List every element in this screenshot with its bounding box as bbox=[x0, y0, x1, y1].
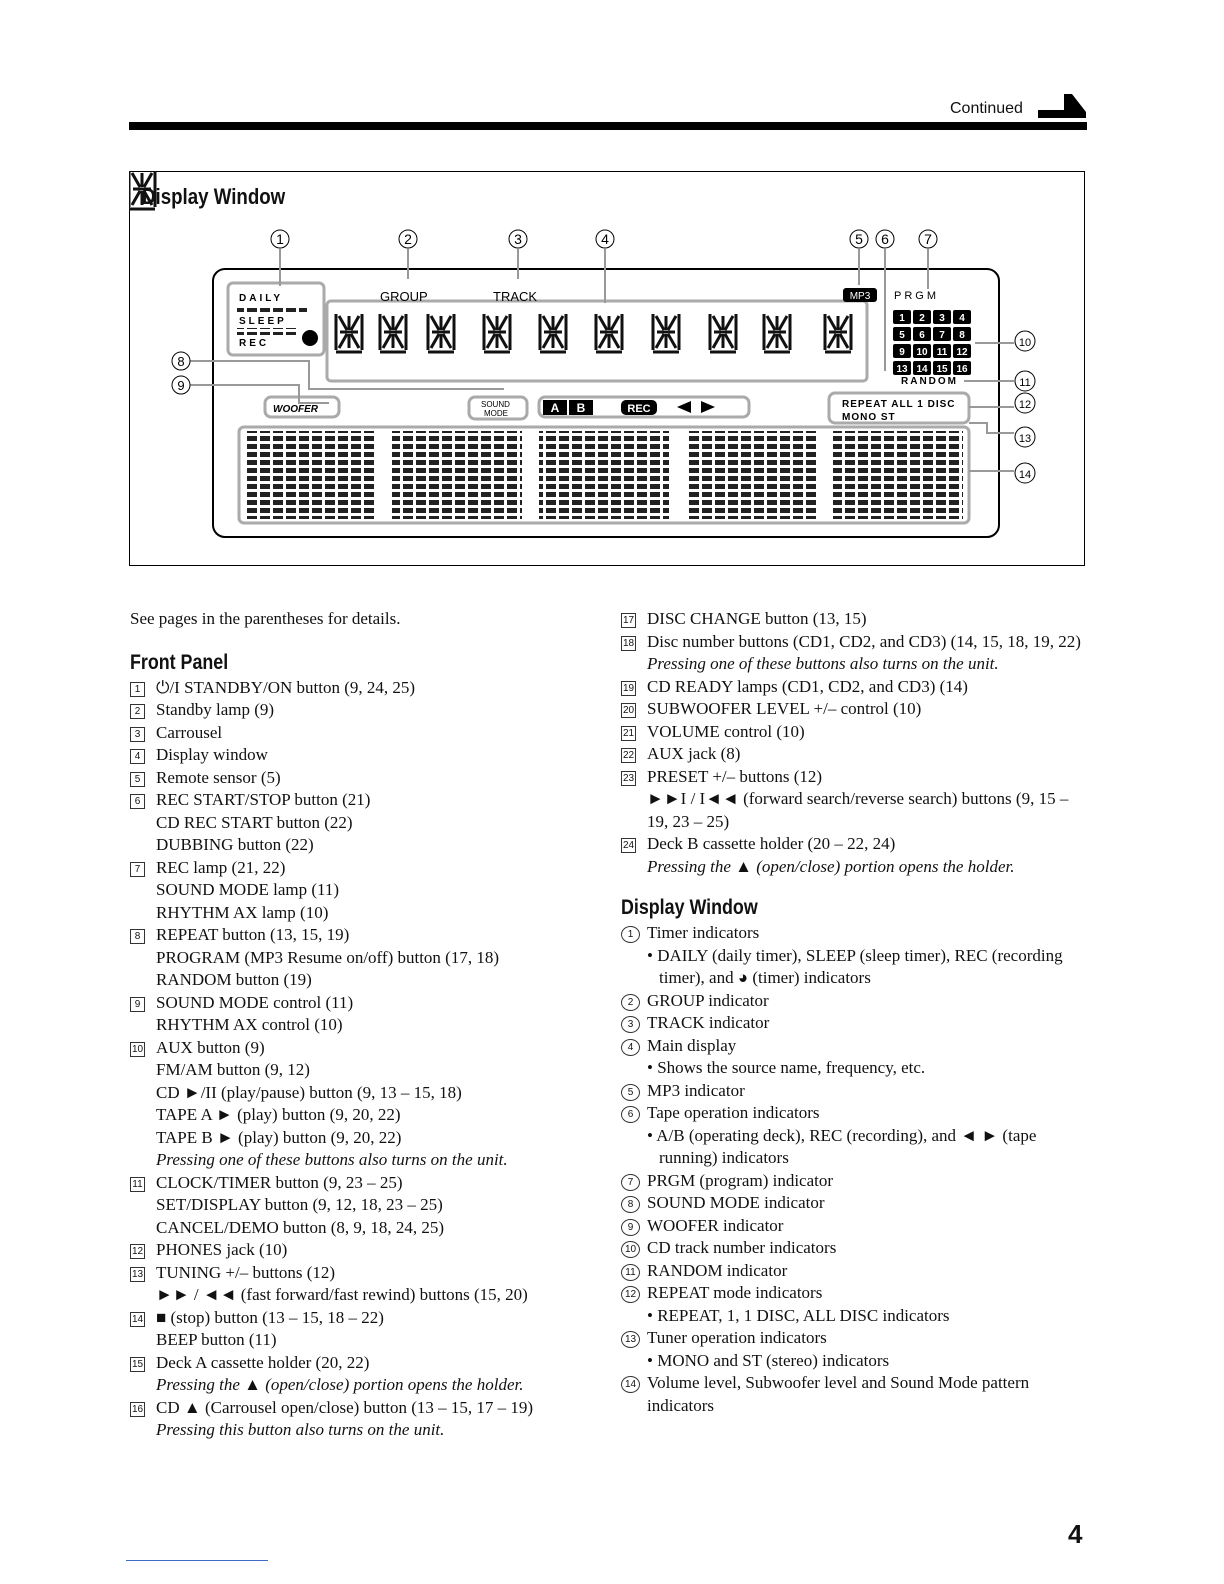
item-number-box: 4 bbox=[130, 749, 145, 764]
item-text: VOLUME control (10) bbox=[647, 721, 805, 741]
item-number bbox=[130, 812, 156, 835]
item-text: RANDOM button (19) bbox=[156, 970, 312, 989]
front-panel-item bbox=[130, 1262, 592, 1285]
item-text: AUX jack (8) bbox=[647, 744, 741, 763]
group-label: GROUP bbox=[380, 289, 428, 304]
item-number-box: 8 bbox=[130, 929, 145, 944]
item-text: Deck A cassette holder (20, 22) bbox=[156, 1352, 370, 1372]
item-text: MP3 indicator bbox=[647, 1080, 745, 1100]
item-number bbox=[130, 1037, 156, 1060]
rec-label: REC bbox=[239, 338, 270, 349]
item-text: Standby lamp (9) bbox=[156, 700, 275, 719]
item-bullet: • A/B (operating deck), REC (recording), and ◄ ► (tape running) indicators bbox=[647, 1125, 1037, 1167]
front-panel-item bbox=[621, 698, 1091, 721]
item-number bbox=[621, 833, 647, 856]
item-number bbox=[621, 1372, 647, 1417]
item-number-box: 1 bbox=[130, 682, 145, 697]
item-number bbox=[621, 766, 647, 789]
callout-11: 11 bbox=[1019, 377, 1031, 389]
item-number bbox=[621, 1035, 647, 1058]
item-text: Timer indicators bbox=[647, 923, 760, 942]
display-window-item bbox=[621, 1080, 1091, 1103]
item-bullet-text: REPEAT, 1, 1 DISC, ALL DISC indicators bbox=[657, 1305, 950, 1325]
item-text: TAPE B ► (play) button (9, 20, 22) bbox=[156, 1127, 402, 1147]
item-number bbox=[621, 1327, 647, 1350]
front-panel-item bbox=[130, 1217, 592, 1240]
track-label: TRACK bbox=[493, 289, 538, 304]
item-number bbox=[130, 744, 156, 767]
tape-reverse-icon bbox=[677, 401, 691, 413]
item-text: SOUND MODE control (11) bbox=[156, 992, 354, 1012]
item-text: RANDOM indicator bbox=[647, 1260, 788, 1280]
item-text: Carrousel bbox=[156, 722, 223, 742]
callout-4: 4 bbox=[601, 231, 609, 247]
item-number-box: 13 bbox=[132, 1268, 144, 1280]
svg-text:7: 7 bbox=[939, 330, 945, 341]
item-text: REC lamp (21, 22) bbox=[156, 857, 286, 877]
item-bullet: • Shows the source name, frequency, etc. bbox=[647, 1058, 926, 1077]
item-number bbox=[130, 677, 156, 700]
item-number-box: 11 bbox=[130, 1177, 145, 1192]
display-window-item bbox=[621, 1237, 1091, 1260]
front-panel-item bbox=[130, 879, 592, 902]
svg-text:3: 3 bbox=[939, 313, 945, 324]
item-number bbox=[130, 1014, 156, 1037]
item-number-circle: 6 bbox=[621, 1106, 640, 1123]
item-number-circle: 4 bbox=[621, 1039, 640, 1056]
item-text: PRESET +/– buttons (12) bbox=[647, 766, 823, 786]
svg-text:13: 13 bbox=[896, 364, 908, 375]
footer-link-line bbox=[126, 1560, 268, 1561]
item-number-box: 15 bbox=[132, 1358, 144, 1370]
item-text: SET/DISPLAY button (9, 12, 18, 23 – 25) bbox=[156, 1195, 443, 1214]
front-panel-item bbox=[621, 631, 1091, 654]
display-window-diagram bbox=[129, 171, 1085, 566]
item-number-circle: 7 bbox=[621, 1174, 640, 1191]
item-number bbox=[621, 1282, 647, 1305]
display-window-item bbox=[621, 1012, 1091, 1035]
item-number-circle: 10 bbox=[621, 1241, 640, 1258]
display-window-item bbox=[621, 1170, 1091, 1193]
item-bullet-text: MONO and ST (stereo) indicators bbox=[657, 1350, 890, 1370]
front-panel-item bbox=[130, 699, 592, 722]
svg-text:8: 8 bbox=[959, 330, 965, 341]
callout-10: 10 bbox=[1018, 337, 1032, 349]
item-bullet: • MONO and ST (stereo) indicators bbox=[647, 1350, 890, 1370]
front-panel-item bbox=[621, 721, 1091, 744]
front-panel-item bbox=[130, 969, 592, 992]
page-number: 4 bbox=[1068, 1519, 1083, 1549]
callout-2: 2 bbox=[404, 231, 412, 247]
prgm-indicator: PRGM bbox=[894, 290, 939, 302]
item-text: AUX button (9) bbox=[156, 1037, 265, 1057]
item-number bbox=[621, 743, 647, 766]
item-text: ⏻/I STANDBY/ON button (9, 24, 25) bbox=[156, 677, 416, 697]
item-number bbox=[130, 789, 156, 812]
item-text: FM/AM button (9, 12) bbox=[156, 1060, 310, 1079]
front-panel-item bbox=[130, 947, 592, 970]
intro-text: See pages in the parentheses for details. bbox=[130, 609, 401, 628]
item-number bbox=[130, 924, 156, 947]
callout-9: 9 bbox=[177, 378, 185, 393]
item-text: ►► / ◄◄ (fast forward/fast rewind) buttons (15, 20) bbox=[156, 1285, 528, 1304]
item-number bbox=[130, 992, 156, 1015]
item-number bbox=[130, 1397, 156, 1420]
item-text: DUBBING button (22) bbox=[156, 835, 314, 854]
item-note: Pressing one of these buttons also turns on the unit. bbox=[156, 1150, 508, 1169]
svg-text:12: 12 bbox=[956, 347, 968, 358]
item-number bbox=[621, 922, 647, 945]
item-text: GROUP indicator bbox=[647, 990, 769, 1010]
item-text: CD ▲ (Carrousel open/close) button (13 – 15, 17 – 19) bbox=[156, 1397, 534, 1417]
item-number bbox=[130, 834, 156, 857]
daily-label: DAILY bbox=[239, 293, 284, 304]
item-number-box: 14 bbox=[132, 1313, 144, 1325]
front-panel-item bbox=[130, 1059, 592, 1082]
woofer-indicator: WOOFER bbox=[273, 404, 318, 415]
front-panel-item bbox=[130, 677, 592, 700]
item-number bbox=[130, 902, 156, 925]
item-text: REPEAT button (13, 15, 19) bbox=[156, 925, 350, 944]
repeat-indicator: REPEAT ALL 1 DISC bbox=[842, 399, 956, 410]
item-text: SUBWOOFER LEVEL +/– control (10) bbox=[647, 699, 922, 718]
item-number-circle: 3 bbox=[621, 1016, 640, 1033]
item-text: TUNING +/– buttons (12) bbox=[156, 1262, 336, 1282]
front-panel-item bbox=[130, 722, 592, 745]
item-text: Disc number buttons (CD1, CD2, and CD3) (14, 15, 18, 19, 22) bbox=[647, 631, 1081, 651]
item-text: Main display bbox=[647, 1035, 737, 1055]
item-number bbox=[621, 676, 647, 699]
item-text: CD READY lamps (CD1, CD2, and CD3) (14) bbox=[647, 676, 968, 696]
svg-text:10: 10 bbox=[916, 347, 928, 358]
item-number bbox=[130, 1217, 156, 1240]
item-number-circle: 9 bbox=[621, 1219, 640, 1236]
item-number bbox=[621, 631, 647, 654]
svg-text:14: 14 bbox=[916, 364, 928, 375]
sound-label: SOUND bbox=[481, 400, 510, 409]
right-column bbox=[621, 608, 1091, 1417]
item-number bbox=[621, 698, 647, 721]
item-text: TAPE A ► (play) button (9, 20, 22) bbox=[156, 1105, 401, 1124]
item-text: BEEP button (11) bbox=[156, 1330, 277, 1349]
left-column bbox=[130, 608, 592, 1442]
front-panel-item bbox=[621, 676, 1091, 699]
item-number bbox=[621, 990, 647, 1013]
display-window-item bbox=[621, 1215, 1091, 1238]
item-text: REC START/STOP button (21) bbox=[156, 790, 371, 809]
front-panel-item bbox=[130, 812, 592, 835]
item-number-box: 12 bbox=[132, 1246, 144, 1257]
item-text: WOOFER indicator bbox=[647, 1215, 784, 1235]
item-text: SOUND MODE lamp (11) bbox=[156, 880, 340, 899]
display-window-item bbox=[621, 1372, 1091, 1417]
front-panel-item bbox=[130, 1194, 592, 1217]
item-number bbox=[130, 1262, 156, 1285]
front-panel-item bbox=[130, 1172, 592, 1195]
continued-arrow-icon bbox=[1038, 92, 1086, 118]
display-window-item bbox=[621, 1102, 1091, 1125]
item-number bbox=[621, 608, 647, 631]
svg-text:16: 16 bbox=[956, 364, 968, 375]
sleep-label: SLEEP bbox=[239, 316, 287, 327]
item-text: CANCEL/DEMO button (8, 9, 18, 24, 25) bbox=[156, 1217, 445, 1237]
front-panel-item bbox=[130, 1352, 592, 1375]
front-panel-item bbox=[621, 833, 1091, 856]
callout-8: 8 bbox=[177, 354, 185, 369]
item-number-circle: 1 bbox=[621, 926, 640, 943]
front-panel-heading: Front Panel bbox=[130, 650, 229, 674]
item-number bbox=[130, 1104, 156, 1127]
item-number-box: 9 bbox=[130, 997, 145, 1012]
callout-3: 3 bbox=[514, 231, 522, 247]
item-number bbox=[621, 721, 647, 744]
item-text: CD track number indicators bbox=[647, 1238, 837, 1257]
front-panel-item bbox=[130, 767, 592, 790]
item-number-circle: 8 bbox=[621, 1196, 640, 1213]
figure-title: Display Window bbox=[142, 184, 286, 209]
front-panel-item bbox=[130, 1284, 592, 1307]
item-number bbox=[130, 1127, 156, 1150]
front-panel-item bbox=[130, 1397, 592, 1420]
item-number bbox=[621, 1170, 647, 1193]
item-number-box: 6 bbox=[130, 794, 145, 809]
item-number bbox=[130, 722, 156, 745]
item-number bbox=[130, 1194, 156, 1217]
item-number bbox=[130, 1329, 156, 1352]
item-number bbox=[130, 1284, 156, 1307]
disc-number-indicators bbox=[893, 310, 971, 375]
item-number bbox=[130, 1239, 156, 1262]
item-number bbox=[621, 1080, 647, 1103]
item-number bbox=[130, 699, 156, 722]
display-window-item bbox=[621, 1035, 1091, 1058]
item-number-box: 18 bbox=[623, 637, 635, 649]
item-text: CD REC START button (22) bbox=[156, 812, 353, 832]
item-number-box: 5 bbox=[130, 772, 145, 787]
item-text: Volume level, Subwoofer level and Sound Mode pattern indicators bbox=[647, 1373, 1030, 1415]
item-note: Pressing one of these buttons also turns on the unit. bbox=[647, 654, 999, 673]
item-number bbox=[130, 1307, 156, 1330]
item-number-box: 17 bbox=[623, 615, 635, 626]
front-panel-item bbox=[621, 766, 1091, 789]
item-text: CD ►/II (play/pause) button (9, 13 – 15, 18) bbox=[156, 1082, 462, 1102]
front-panel-item bbox=[130, 1104, 592, 1127]
tape-b-indicator: B bbox=[576, 401, 586, 415]
item-text: Deck B cassette holder (20 – 22, 24) bbox=[647, 834, 896, 853]
item-number bbox=[130, 1352, 156, 1375]
front-panel-item bbox=[130, 1307, 592, 1330]
item-number bbox=[130, 969, 156, 992]
callout-6: 6 bbox=[881, 231, 889, 247]
item-number bbox=[621, 1215, 647, 1238]
front-panel-item bbox=[130, 924, 592, 947]
front-panel-item bbox=[130, 1014, 592, 1037]
item-text: SOUND MODE indicator bbox=[647, 1193, 825, 1212]
callout-5: 5 bbox=[855, 231, 863, 247]
svg-text:5: 5 bbox=[899, 330, 905, 341]
display-window-item bbox=[621, 1327, 1091, 1350]
item-number-circle: 13 bbox=[621, 1331, 640, 1348]
callouts-top bbox=[271, 230, 937, 248]
item-number bbox=[130, 1082, 156, 1105]
callout-14: 14 bbox=[1018, 469, 1032, 481]
callout-12: 12 bbox=[1018, 399, 1032, 411]
front-panel-item bbox=[621, 788, 1091, 833]
rec-indicator: REC bbox=[627, 403, 651, 415]
item-bullet-text: DAILY (daily timer), SLEEP (sleep timer), REC (recording timer), and ◕ (timer) indicators bbox=[657, 945, 1063, 987]
front-panel-item bbox=[130, 857, 592, 880]
mp3-indicator: MP3 bbox=[849, 291, 871, 302]
item-number bbox=[130, 767, 156, 790]
item-number-box: 19 bbox=[623, 682, 635, 694]
item-text: Tape operation indicators bbox=[647, 1103, 820, 1122]
svg-text:2: 2 bbox=[919, 313, 925, 324]
item-number-box: 2 bbox=[130, 704, 145, 719]
dot-matrix-display bbox=[245, 431, 963, 519]
svg-text:6: 6 bbox=[919, 330, 925, 341]
item-number bbox=[130, 879, 156, 902]
item-number-circle: 12 bbox=[621, 1286, 640, 1303]
item-number bbox=[130, 947, 156, 970]
item-number-box: 23 bbox=[623, 772, 635, 784]
callout-13: 13 bbox=[1018, 433, 1032, 445]
front-panel-item bbox=[130, 1239, 592, 1262]
item-bullet: • DAILY (daily timer), SLEEP (sleep timer), REC (recording timer), and ◕ (timer) indicators bbox=[647, 945, 1063, 987]
svg-text:4: 4 bbox=[959, 313, 965, 324]
item-number-box: 10 bbox=[132, 1043, 144, 1055]
item-number bbox=[621, 1102, 647, 1125]
tape-forward-icon bbox=[701, 401, 715, 413]
item-text: RHYTHM AX lamp (10) bbox=[156, 902, 329, 922]
continued-label: Continued bbox=[950, 100, 1023, 117]
display-window-item bbox=[621, 1192, 1091, 1215]
item-text: Display window bbox=[156, 745, 268, 764]
item-text: Tuner operation indicators bbox=[647, 1328, 827, 1347]
tape-a-indicator: A bbox=[550, 401, 560, 415]
main-display-digits bbox=[129, 171, 851, 352]
item-text: CLOCK/TIMER button (9, 23 – 25) bbox=[156, 1172, 403, 1192]
item-bullet-text: Shows the source name, frequency, etc. bbox=[657, 1058, 926, 1077]
random-indicator: RANDOM bbox=[901, 376, 958, 387]
item-bullet: • REPEAT, 1, 1 DISC, ALL DISC indicators bbox=[647, 1305, 950, 1325]
svg-text:1: 1 bbox=[899, 313, 905, 324]
item-number-box: 3 bbox=[130, 727, 145, 742]
timer-clock-icon bbox=[302, 330, 318, 346]
item-number bbox=[130, 1172, 156, 1195]
front-panel-item bbox=[130, 902, 592, 925]
item-text: PRGM (program) indicator bbox=[647, 1170, 834, 1190]
display-window-item bbox=[621, 990, 1091, 1013]
front-panel-item bbox=[621, 743, 1091, 766]
item-number-circle: 14 bbox=[621, 1376, 640, 1393]
item-number-box: 22 bbox=[623, 750, 635, 761]
item-text: DISC CHANGE button (13, 15) bbox=[647, 609, 867, 628]
timer-indicators bbox=[237, 293, 318, 349]
item-number-circle: 11 bbox=[621, 1264, 640, 1281]
svg-text:9: 9 bbox=[899, 347, 905, 358]
item-number-circle: 5 bbox=[621, 1084, 640, 1101]
item-number bbox=[621, 1260, 647, 1283]
front-panel-item bbox=[130, 744, 592, 767]
front-panel-item bbox=[130, 789, 592, 812]
svg-text:15: 15 bbox=[936, 364, 948, 375]
display-window-item bbox=[621, 922, 1091, 945]
item-number bbox=[621, 1012, 647, 1035]
item-text: Remote sensor (5) bbox=[156, 767, 281, 787]
item-number bbox=[130, 857, 156, 880]
item-number-box: 21 bbox=[623, 727, 635, 739]
item-number bbox=[621, 788, 647, 833]
item-text: PHONES jack (10) bbox=[156, 1240, 288, 1259]
svg-text:11: 11 bbox=[936, 347, 948, 358]
front-panel-item bbox=[130, 1082, 592, 1105]
front-panel-item bbox=[130, 1127, 592, 1150]
item-number-circle: 2 bbox=[621, 994, 640, 1011]
callout-1: 1 bbox=[276, 231, 284, 247]
display-window-item bbox=[621, 1282, 1091, 1305]
item-note: Pressing this button also turns on the unit. bbox=[156, 1420, 445, 1439]
item-number bbox=[130, 1059, 156, 1082]
item-note: Pressing the ▲ (open/close) portion opens the holder. bbox=[647, 856, 1015, 876]
header-rule bbox=[129, 122, 1087, 130]
item-note: Pressing the ▲ (open/close) portion opens the holder. bbox=[156, 1375, 524, 1394]
display-window-heading: Display Window bbox=[621, 896, 758, 919]
callout-7: 7 bbox=[924, 231, 932, 247]
item-bullet-text: A/B (operating deck), REC (recording), and ◄ ► (tape running) indicators bbox=[656, 1125, 1037, 1167]
item-text: TRACK indicator bbox=[647, 1013, 770, 1032]
mode-label: MODE bbox=[484, 409, 508, 418]
front-panel-item bbox=[621, 608, 1091, 631]
item-number-box: 16 bbox=[132, 1403, 144, 1415]
item-number bbox=[621, 1192, 647, 1215]
item-text: PROGRAM (MP3 Resume on/off) button (17, 18) bbox=[156, 947, 499, 967]
item-number bbox=[621, 1237, 647, 1260]
item-number-box: 20 bbox=[623, 705, 635, 716]
item-text: ■ (stop) button (13 – 15, 18 – 22) bbox=[156, 1307, 384, 1327]
front-panel-item bbox=[130, 992, 592, 1015]
front-panel-item bbox=[130, 1037, 592, 1060]
item-number-box: 7 bbox=[130, 862, 145, 877]
front-panel-item bbox=[130, 1329, 592, 1352]
item-text: REPEAT mode indicators bbox=[647, 1283, 823, 1302]
mono-st-indicator: MONO ST bbox=[842, 412, 896, 423]
front-panel-item bbox=[130, 834, 592, 857]
display-window-item bbox=[621, 1260, 1091, 1283]
item-number-box: 24 bbox=[623, 840, 635, 851]
item-text: ►►I / I◄◄ (forward search/reverse search) buttons (9, 15 – 19, 23 – 25) bbox=[647, 789, 1069, 831]
item-text: RHYTHM AX control (10) bbox=[156, 1015, 343, 1034]
